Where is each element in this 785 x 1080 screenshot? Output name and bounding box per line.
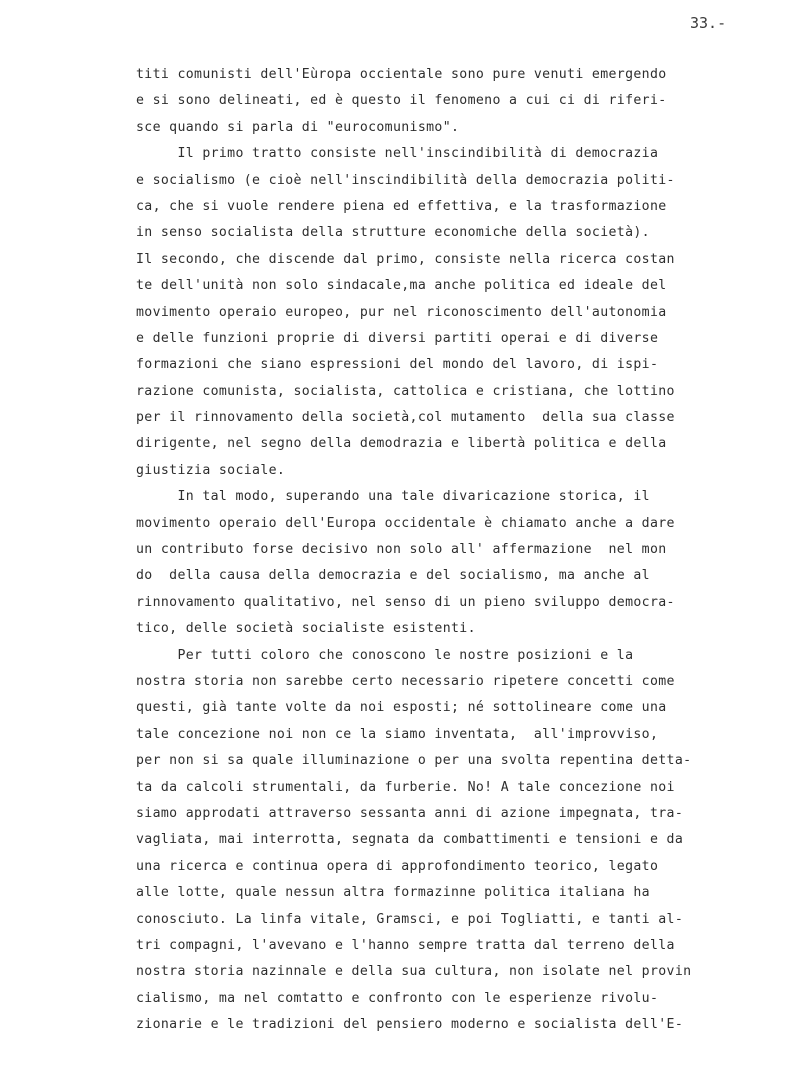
- text-line: un contributo forse decisivo non solo all' affermazione nel mon: [136, 542, 667, 558]
- text-line: una ricerca e continua opera di approfondimento teorico, legato: [136, 858, 659, 874]
- text-line: Il primo tratto consiste nell'inscindibilità di democrazia: [136, 146, 659, 162]
- text-line: tico, delle società socialiste esistenti.: [136, 621, 476, 637]
- text-line: In tal modo, superando una tale divaricazione storica, il: [136, 489, 650, 505]
- text-line: e delle funzioni proprie di diversi partiti operai e di diverse: [136, 330, 659, 346]
- text-line: alle lotte, quale nessun altra formazinne politica italiana ha: [136, 885, 650, 901]
- text-line: nostra storia non sarebbe certo necessario ripetere concetti come: [136, 673, 675, 689]
- text-line: ca, che si vuole rendere piena ed effettiva, e la trasformazione: [136, 198, 667, 214]
- text-line: nostra storia nazinnale e della sua cultura, non isolate nel provin: [136, 964, 692, 980]
- text-line: rinnovamento qualitativo, nel senso di un pieno sviluppo democra-: [136, 594, 675, 610]
- text-line: per non si sa quale illuminazione o per una svolta repentina detta-: [136, 753, 692, 769]
- text-line: Per tutti coloro che conoscono le nostre posizioni e la: [136, 647, 634, 663]
- text-line: dirigente, nel segno della demodrazia e libertà politica e della: [136, 436, 667, 452]
- text-line: tri compagni, l'avevano e l'hanno sempre tratta dal terreno della: [136, 937, 675, 953]
- text-line: questi, già tante volte da noi esposti; né sottolineare come una: [136, 700, 667, 716]
- text-line: cialismo, ma nel comtatto e confronto con le esperienze rivolu-: [136, 990, 659, 1006]
- text-line: siamo approdati attraverso sessanta anni di azione impegnata, tra-: [136, 805, 684, 821]
- text-line: titi comunisti dell'Eùropa occientale sono pure venuti emergendo: [136, 67, 667, 82]
- text-line: do della causa della democrazia e del socialismo, ma anche al: [136, 568, 650, 584]
- text-line: movimento operaio dell'Europa occidentale è chiamato anche a dare: [136, 515, 675, 531]
- text-line: Il secondo, che discende dal primo, consiste nella ricerca costan: [136, 251, 675, 267]
- text-line: giustizia sociale.: [136, 462, 286, 478]
- text-line: formazioni che siano espressioni del mondo del lavoro, di ispi-: [136, 357, 659, 373]
- text-line: e si sono delineati, ed è questo il fenomeno a cui ci di riferi-: [136, 93, 667, 109]
- text-line: e socialismo (e cioè nell'inscindibilità della democrazia politi-: [136, 172, 675, 188]
- text-line: zionarie e le tradizioni del pensiero moderno e socialista dell'E-: [136, 1017, 684, 1033]
- text-line: ta da calcoli strumentali, da furberie. No! A tale concezione noi: [136, 779, 675, 795]
- typed-body-text: [136, 62, 776, 1038]
- text-line: razione comunista, socialista, cattolica e cristiana, che lottino: [136, 383, 675, 399]
- text-line: per il rinnovamento della società,col mutamento della sua classe: [136, 410, 675, 426]
- page-number: 33.-: [690, 14, 727, 32]
- text-line: in senso socialista della strutture economiche della società).: [136, 225, 650, 241]
- text-line: movimento operaio europeo, pur nel riconoscimento dell'autonomia: [136, 304, 667, 320]
- text-line: te dell'unità non solo sindacale,ma anche politica ed ideale del: [136, 278, 667, 294]
- text-line: sce quando si parla di "eurocomunismo".: [136, 119, 460, 135]
- text-line: conosciuto. La linfa vitale, Gramsci, e poi Togliatti, e tanti al-: [136, 911, 684, 927]
- text-line: vagliata, mai interrotta, segnata da combattimenti e tensioni e da: [136, 832, 684, 848]
- text-line: tale concezione noi non ce la siamo inventata, all'improvviso,: [136, 726, 659, 742]
